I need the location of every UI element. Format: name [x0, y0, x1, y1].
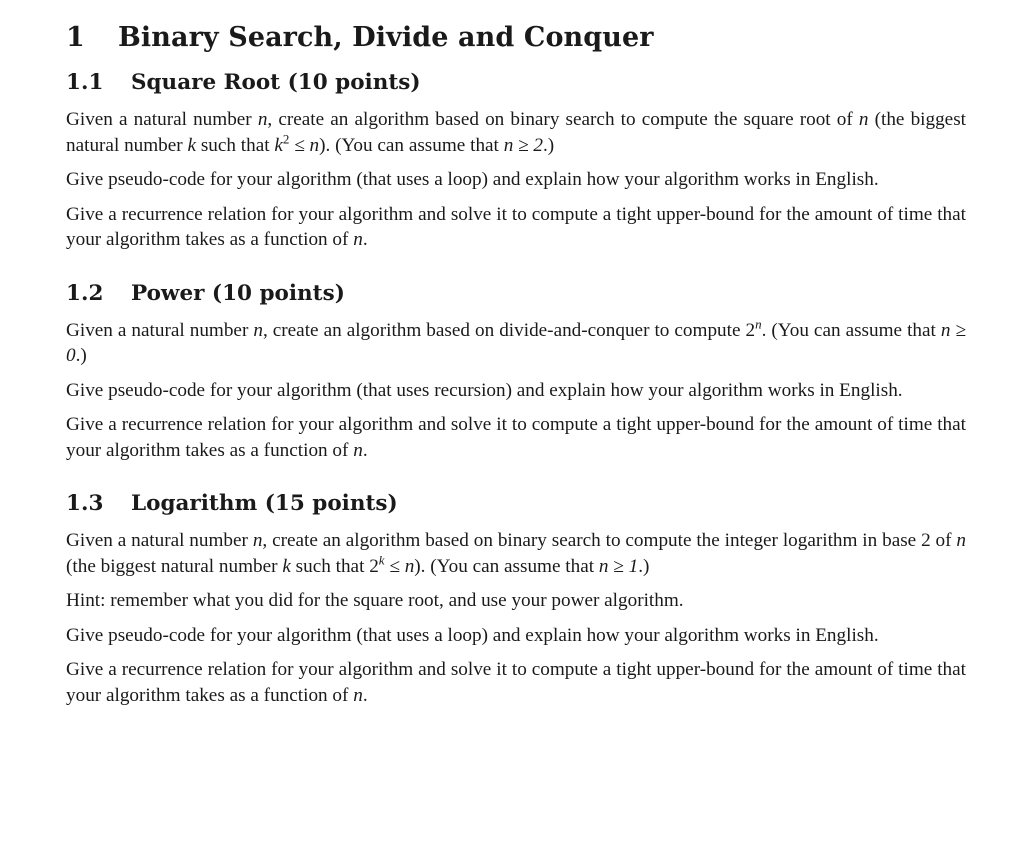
recurrence-instruction: Give a recurrence relation for your algorithm and solve it to compute a tight upper-bound for the amount of time that your algorithm takes as a function of n. — [66, 414, 966, 461]
pseudo-code-instruction: Give pseudo-code for your algorithm (that uses a loop) and explain how your algorithm works in English. — [66, 624, 879, 646]
section-title: Logarithm (15 points) — [131, 491, 398, 516]
recurrence-instruction: Give a recurrence relation for your algorithm and solve it to compute a tight upper-bound for the amount of time that your algorithm takes as a function of n. — [66, 203, 966, 250]
hint-text: Hint: remember what you did for the square root, and use your power algorithm. — [66, 590, 684, 611]
section-heading — [66, 281, 966, 306]
recurrence-instruction: Give a recurrence relation for your algorithm and solve it to compute a tight upper-bound for the amount of time that your algorithm takes as a function of n. — [66, 659, 966, 706]
problem-statement: Given a natural number n, create an algorithm based on divide-and-conquer to compute 2$^n$. (You can assume that n ≥ 0.) — [66, 316, 967, 366]
section-number: 1.2 — [66, 280, 104, 306]
section-number: 1.3 — [66, 491, 104, 516]
pseudo-code-instruction: Give pseudo-code for your algorithm (that uses a loop) and explain how your algorithm works in English. — [66, 169, 879, 190]
pseudo-code-instruction: Give pseudo-code for your algorithm (that uses recursion) and explain how your algorithm works in English. — [66, 379, 903, 401]
chapter-heading — [66, 22, 966, 53]
section-title: Power (10 points) — [131, 280, 345, 306]
section-heading — [66, 70, 966, 95]
section-number: 1.1 — [66, 70, 104, 95]
problem-statement: Given a natural number n, create an algorithm based on binary search to compute the square root of n (the biggest natural number k such that $k^2 \le n$). (You can assume that n ≥ 2.) — [66, 109, 966, 156]
section-title: Square Root (10 points) — [131, 70, 421, 95]
section-square-root — [66, 70, 966, 253]
section-power — [66, 281, 966, 464]
chapter-title: Binary Search, Divide and Conquer — [118, 22, 654, 53]
section-logarithm — [66, 491, 966, 708]
chapter-number: 1 — [66, 22, 85, 53]
section-heading — [66, 491, 966, 516]
problem-statement: Given a natural number n, create an algorithm based on binary search to compute the integer logarithm in base 2 of n (the biggest natural number k such that $2^k \le n$). (You can assume that n ≥ 1.) — [66, 530, 966, 577]
